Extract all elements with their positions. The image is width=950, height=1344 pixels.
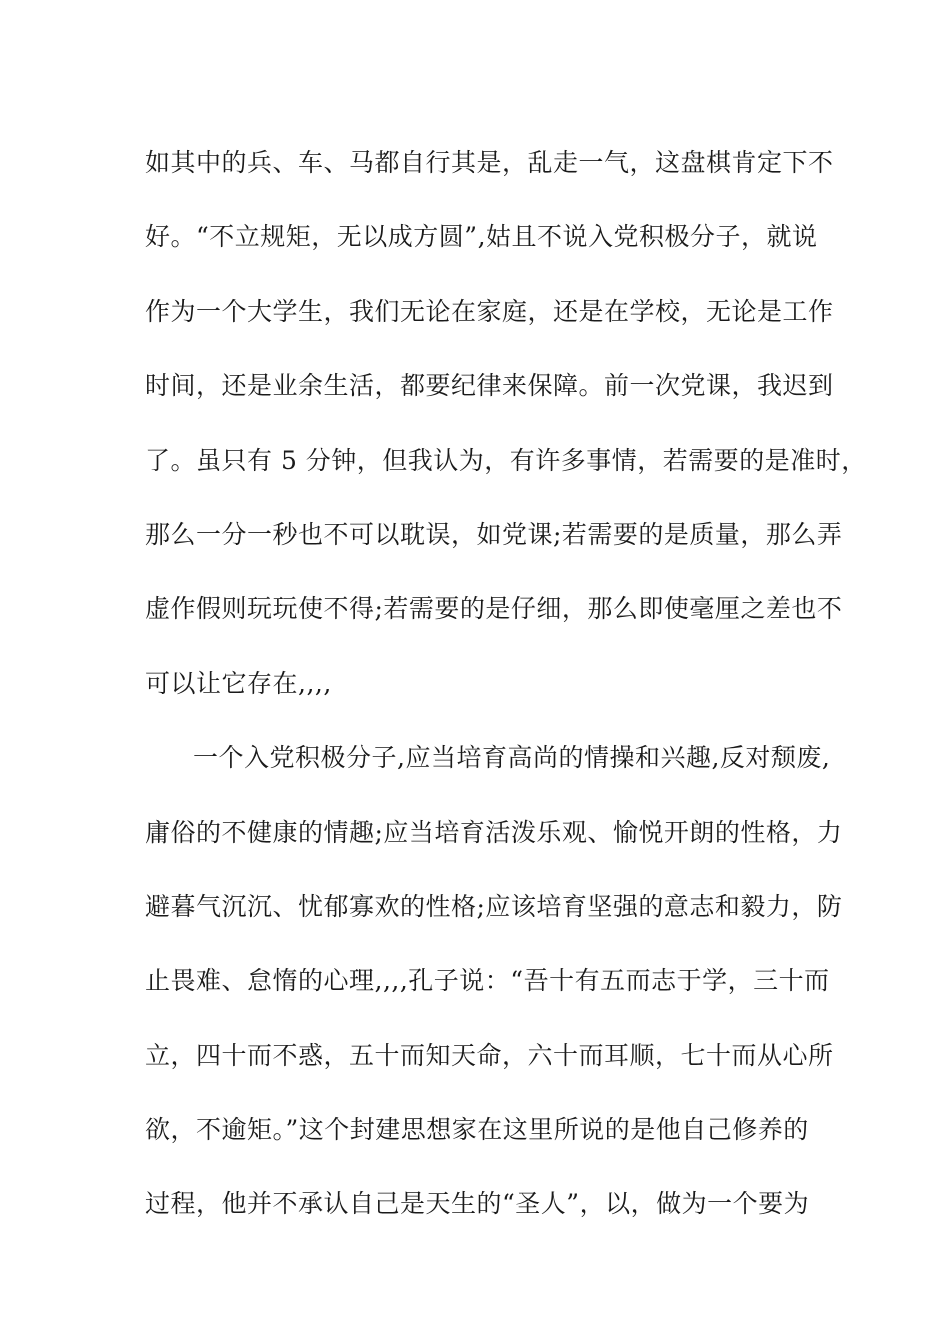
text-line-1: 如其中的兵、车、马都自行其是，乱走一气，这盘棋肯定下不	[145, 148, 834, 177]
text-line-7: 虚作假则玩玩使不得;若需要的是仔细，那么即使毫厘之差也不	[145, 594, 843, 624]
text-line-14: 欲，不逾矩。”这个封建思想家在这里所说的是他自己修养的	[145, 1115, 809, 1145]
text-line-10: 庸俗的不健康的情趣;应当培育活泼乐观、愉悦开朗的性格，力	[145, 817, 843, 847]
text-line-11: 避暮气沉沉、忧郁寡欢的性格;应该培育坚强的意志和毅力，防	[145, 891, 843, 921]
text-line-2: 好。“不立规矩，无以成方圆”,姑且不说入党积极分子，就说	[145, 222, 818, 252]
text-line-13: 立，四十而不惑，五十而知天命，六十而耳顺，七十而从心所	[145, 1040, 834, 1070]
text-line-8: 可以让它存在,,,,	[145, 668, 332, 698]
text-line-3: 作为一个大学生，我们无论在家庭，还是在学校，无论是工作	[145, 296, 834, 326]
text-line-4: 时间，还是业余生活，都要纪律来保障。前一次党课，我迟到	[145, 371, 834, 401]
text-line-6: 那么一分一秒也不可以耽误，如党课;若需要的是质量，那么弄	[145, 519, 843, 549]
body-text	[145, 126, 867, 1242]
text-line-9-paragraph-start: 一个入党积极分子,应当培育高尚的情操和兴趣,反对颓废,	[193, 743, 831, 773]
text-line-12: 止畏难、怠惰的心理,,,,孔子说：“吾十有五而志于学，三十而	[145, 966, 830, 996]
text-line-5: 了。虽只有 5 分钟，但我认为，有许多事情，若需要的是准时，	[145, 445, 867, 475]
text-line-15: 过程，他并不承认自己是天生的“圣人”，以，做为一个要为	[145, 1189, 810, 1219]
